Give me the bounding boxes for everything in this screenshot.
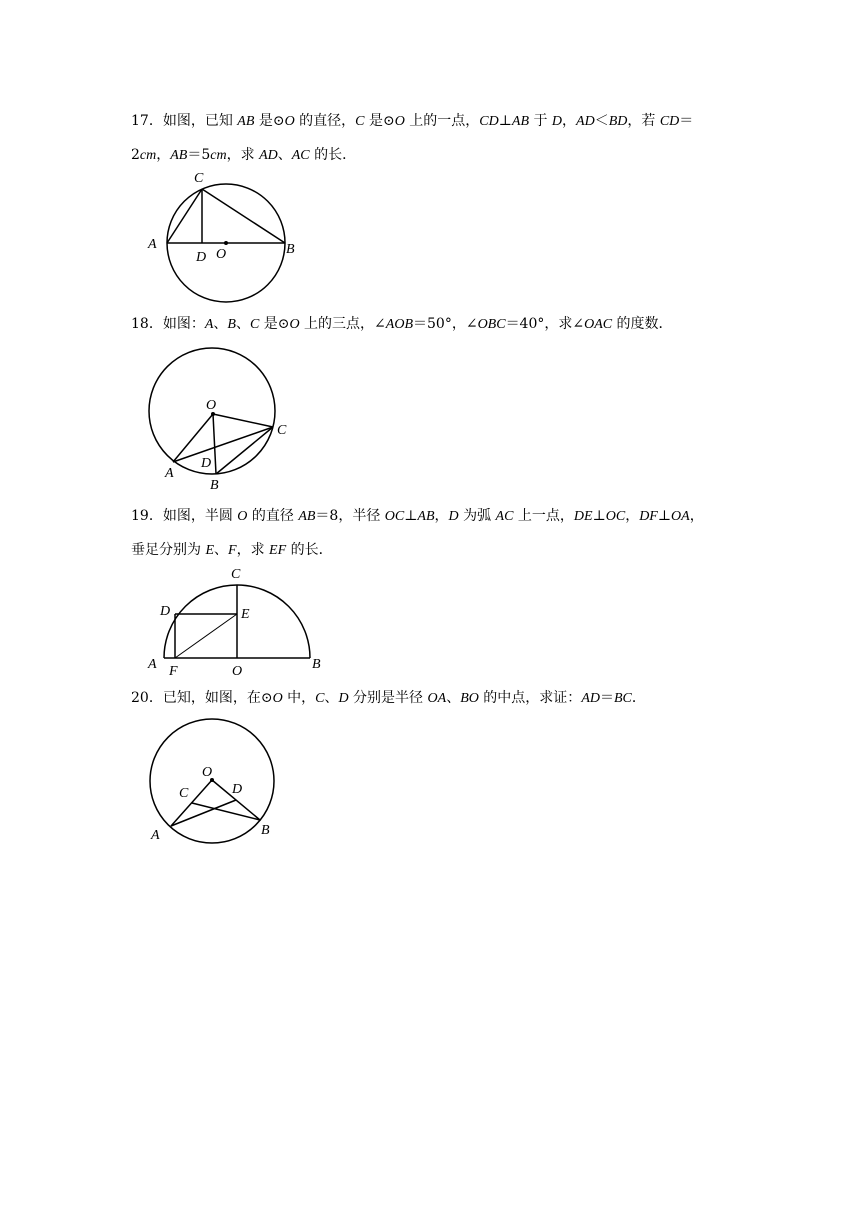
q20-label-b: B xyxy=(261,823,270,838)
q19-line1 xyxy=(131,506,704,527)
q20-radius-oa xyxy=(171,780,212,826)
q17-chord-ac xyxy=(167,189,202,243)
q18-line1 xyxy=(131,314,673,335)
q19-text-line2: 垂足分别为 E、F，求 EF 的长． xyxy=(131,542,333,558)
q19-figure xyxy=(140,562,340,682)
q20-label-a: A xyxy=(151,828,160,843)
q20-segment-ad xyxy=(171,800,236,826)
q17-line2 xyxy=(131,145,356,166)
q19-segment-ef xyxy=(175,614,237,658)
q18-label-c: C xyxy=(277,423,287,438)
q18-radius-ob xyxy=(213,414,216,474)
q19-label-d: D xyxy=(160,604,171,619)
q19-number: 19． xyxy=(131,508,163,524)
q19-line2 xyxy=(131,540,333,561)
q19-label-e: E xyxy=(241,607,250,622)
q18-figure xyxy=(140,342,310,492)
q18-text-line1: 如图：A、B、C 是⊙O 上的三点，∠AOB＝50°，∠OBC＝40°，求∠OAC 的度数． xyxy=(162,316,673,332)
q18-label-a: A xyxy=(165,466,174,481)
q17-figure xyxy=(140,168,310,288)
q17-label-b: B xyxy=(286,242,295,257)
q18-radius-oc xyxy=(213,414,273,427)
q19-diagram xyxy=(140,562,340,682)
q19-label-a: A xyxy=(148,657,157,672)
q17-text-line1: 如图，已知 AB 是⊙O 的直径，C 是⊙O 上的一点，CD⊥AB 于 D，AD＜BD，若 CD＝ xyxy=(162,113,694,129)
q17-text-line2: 2cm，AB＝5cm，求 AD、AC 的长． xyxy=(131,147,357,163)
q17-center-dot xyxy=(224,241,228,245)
q20-line1 xyxy=(131,688,646,709)
q20-diagram xyxy=(140,715,300,850)
q20-label-d: D xyxy=(232,782,243,797)
q20-label-c: C xyxy=(179,786,189,801)
q17-label-a: A xyxy=(148,237,157,252)
q17-line1 xyxy=(131,111,693,132)
q20-label-o: O xyxy=(202,765,213,780)
q17-chord-cb xyxy=(202,189,285,243)
q19-label-b: B xyxy=(312,657,321,672)
q19-label-f: F xyxy=(169,664,178,679)
q20-number: 20． xyxy=(131,690,163,706)
q20-text-line1: 已知，如图，在⊙O 中，C、D 分别是半径 OA、BO 的中点，求证：AD＝BC． xyxy=(162,690,646,706)
q17-label-d: D xyxy=(196,250,207,265)
q19-label-o: O xyxy=(232,664,243,679)
q18-label-b: B xyxy=(210,478,219,493)
q18-chord-bc xyxy=(216,427,273,474)
q18-diagram xyxy=(140,342,310,492)
q17-label-c: C xyxy=(194,171,204,186)
q19-label-c: C xyxy=(231,567,241,582)
q17-diagram xyxy=(140,168,310,288)
q17-label-o: O xyxy=(216,247,227,262)
q18-label-d: D xyxy=(201,456,212,471)
q18-label-o: O xyxy=(206,398,217,413)
q18-number: 18． xyxy=(131,316,163,332)
q19-text-line1: 如图，半圆 O 的直径 AB＝8，半径 OC⊥AB，D 为弧 AC 上一点，DE⊥OC，DF⊥OA， xyxy=(162,508,704,524)
q20-figure xyxy=(140,715,300,850)
q17-number: 17． xyxy=(131,113,163,129)
